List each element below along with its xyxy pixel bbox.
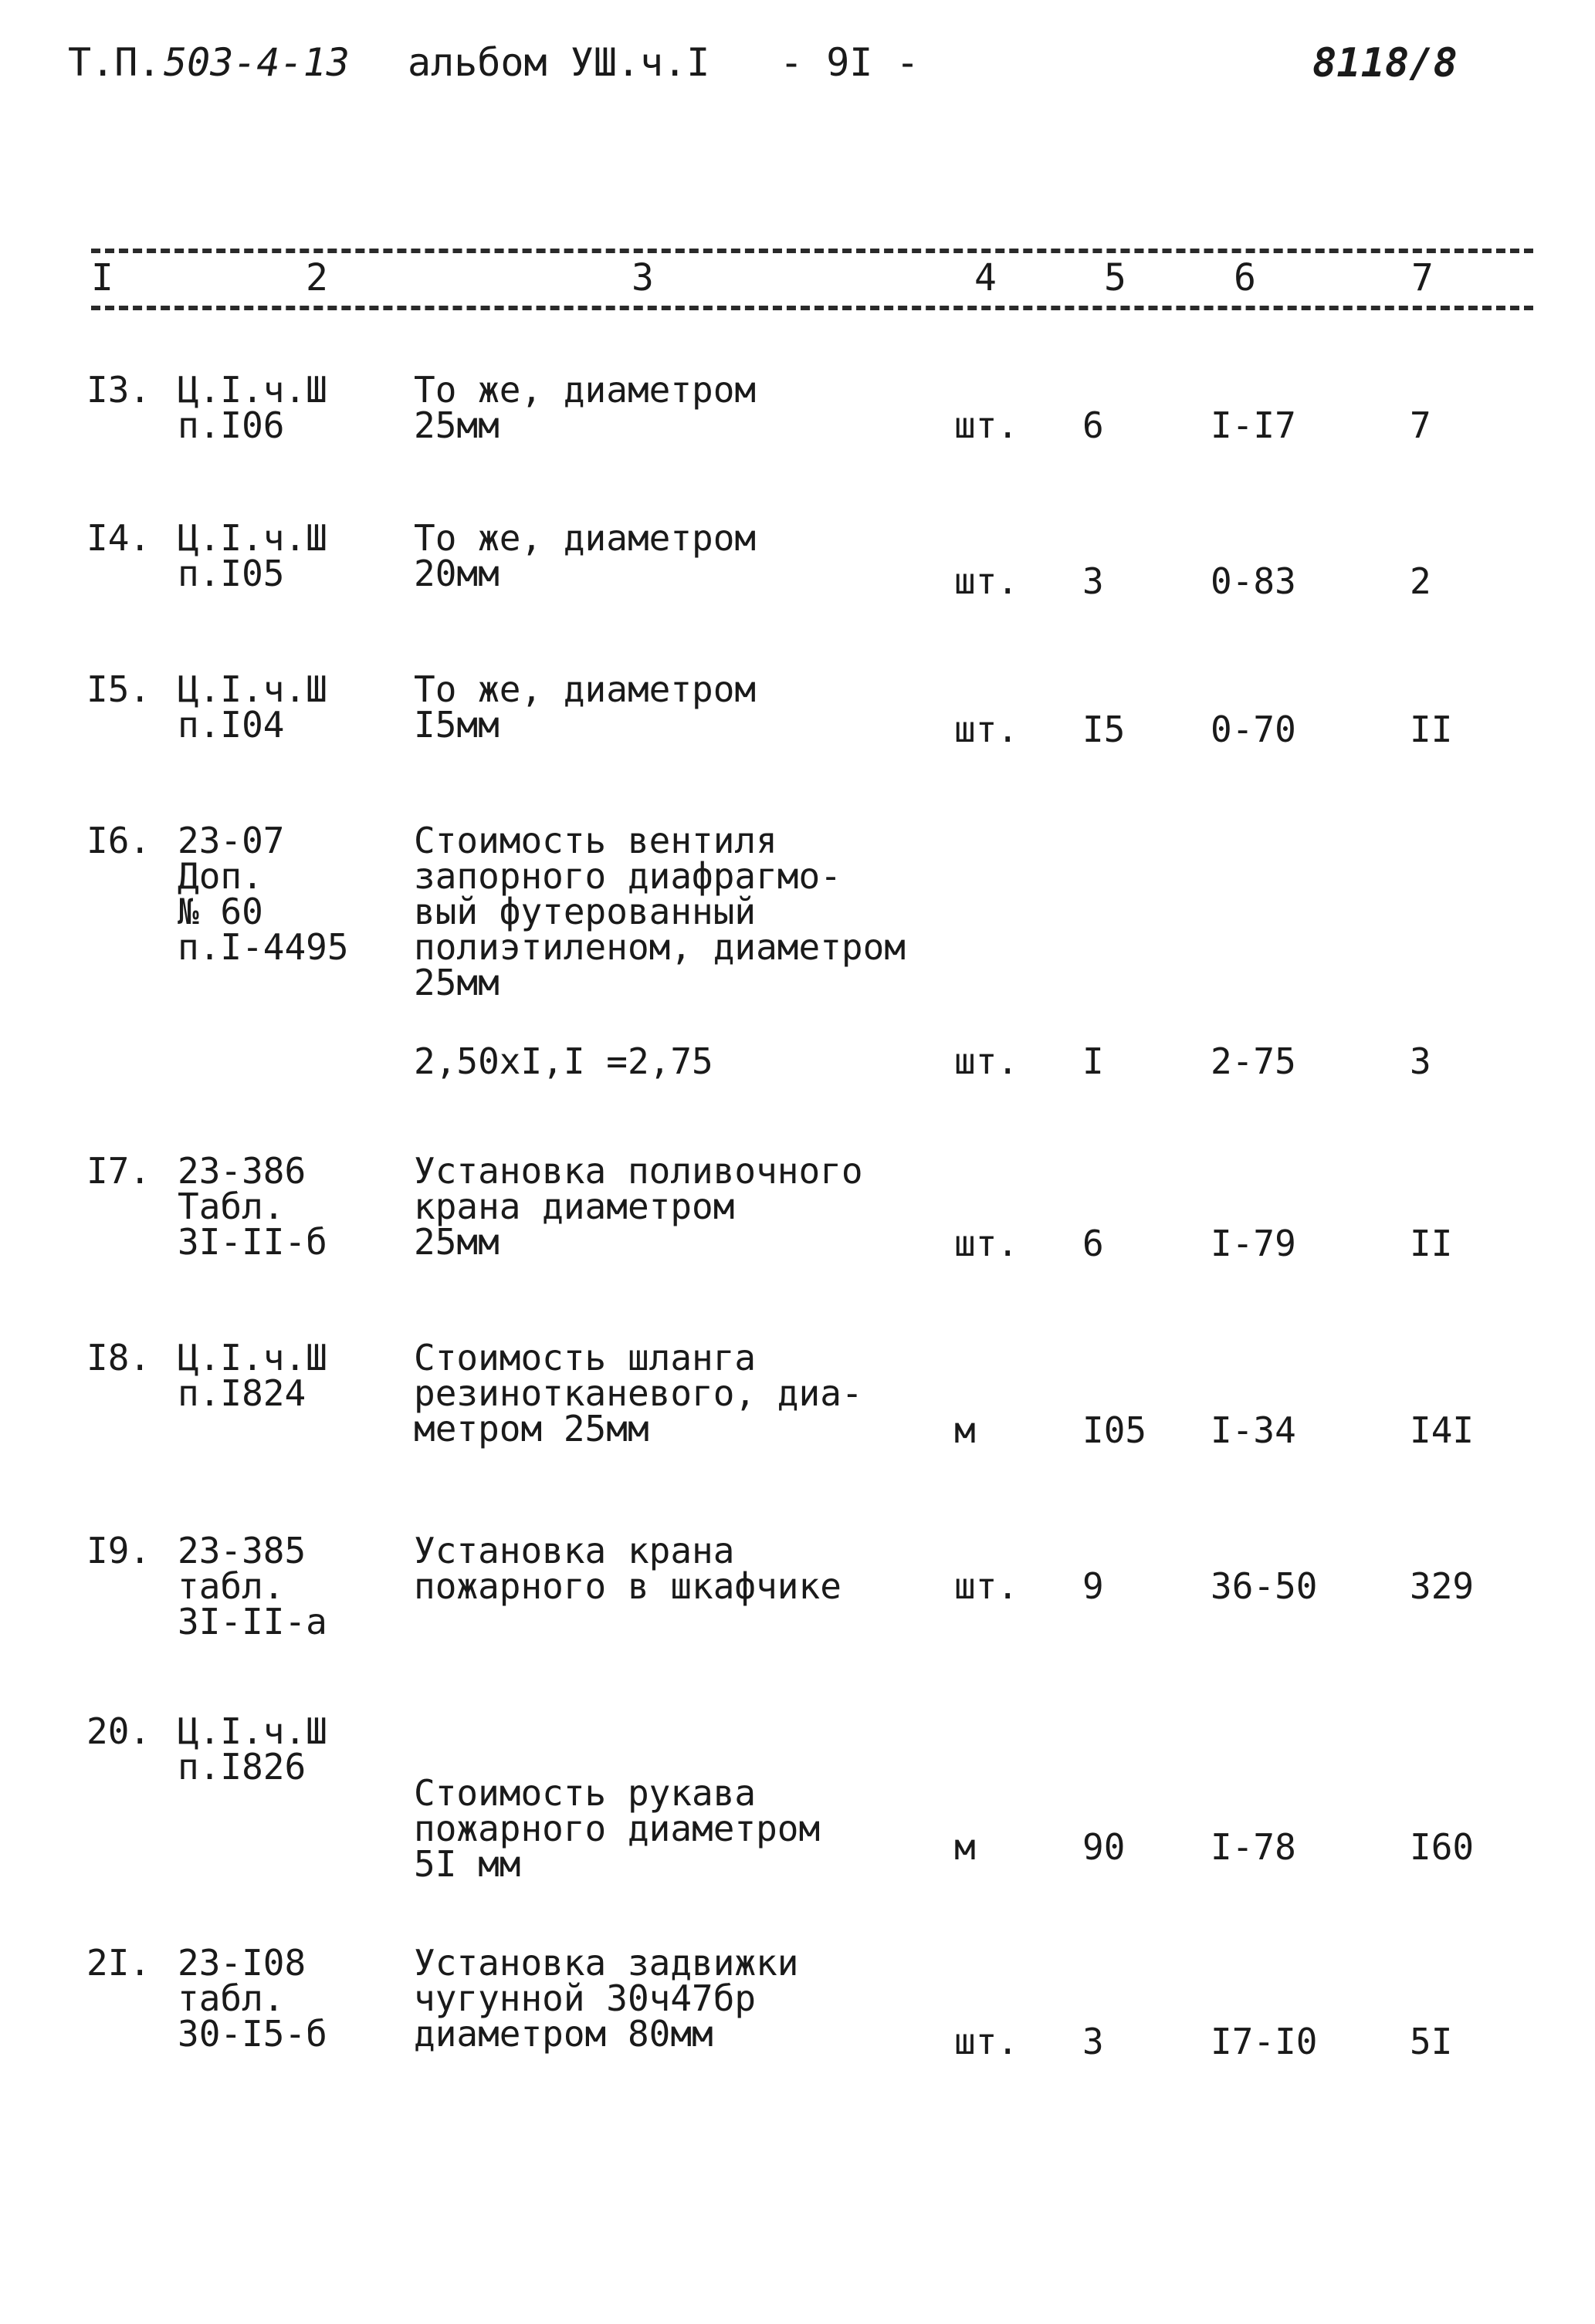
project-number: 503-4-13	[164, 40, 350, 85]
dashed-rule-bottom	[91, 306, 1533, 310]
row-unit-price: 36-50	[1211, 1565, 1318, 1607]
row-number: I4.	[86, 517, 151, 559]
row-unit: м	[954, 1409, 976, 1451]
row-unit-price: 2-75	[1211, 1040, 1296, 1082]
row-unit: шт.	[954, 1223, 1019, 1264]
row-reference: 23-07 Доп. № 60 п.I-4495	[178, 820, 349, 968]
row-description: То же, диаметром I5мм	[414, 668, 757, 746]
dashed-rule-top	[91, 249, 1533, 253]
row-reference: 23-386 Табл. 3I-II-б	[178, 1150, 327, 1263]
row-unit: шт.	[954, 1565, 1019, 1607]
row-reference: 23-I08 табл. 30-I5-б	[178, 1942, 327, 2055]
row-number: I8.	[86, 1337, 151, 1379]
column-header: 7	[1411, 256, 1434, 299]
row-unit-price: 0-83	[1211, 560, 1296, 602]
column-header: 4	[974, 256, 997, 299]
row-total: 7	[1410, 404, 1431, 446]
row-description: Стоимость рукава пожарного диаметром 5I мм	[414, 1772, 821, 1885]
row-total: 3	[1410, 1040, 1431, 1082]
row-reference: Ц.I.ч.Ш п.I826	[178, 1710, 327, 1788]
column-header: 3	[632, 256, 654, 299]
row-quantity: 6	[1082, 404, 1104, 446]
page-number: - 9I -	[780, 40, 919, 85]
row-quantity: I05	[1082, 1409, 1147, 1451]
row-reference: 23-385 табл. 3I-II-а	[178, 1530, 327, 1642]
row-unit: шт.	[954, 560, 1019, 602]
page-header	[0, 40, 1595, 94]
row-unit-price: I-I7	[1211, 404, 1296, 446]
row-reference: Ц.I.ч.Ш п.I06	[178, 369, 327, 446]
row-quantity: 9	[1082, 1565, 1104, 1607]
row-reference: Ц.I.ч.Ш п.I05	[178, 517, 327, 594]
row-total: 5I	[1410, 2021, 1453, 2062]
row-total: I4I	[1410, 1409, 1475, 1451]
column-header: 5	[1104, 256, 1126, 299]
album-label: альбом УШ.ч.I	[408, 40, 710, 85]
row-quantity: 3	[1082, 2021, 1104, 2062]
row-number: I7.	[86, 1150, 151, 1192]
row-total: II	[1410, 1223, 1453, 1264]
row-number: I3.	[86, 369, 151, 411]
column-header: I	[91, 256, 113, 299]
column-header: 6	[1234, 256, 1256, 299]
row-quantity: 6	[1082, 1223, 1104, 1264]
row-reference: Ц.I.ч.Ш п.I824	[178, 1337, 327, 1414]
row-total: 2	[1410, 560, 1431, 602]
row-quantity: I	[1082, 1040, 1104, 1082]
row-description: Установка крана пожарного в шкафчике	[414, 1530, 842, 1607]
row-unit: шт.	[954, 709, 1019, 750]
row-unit-price: I7-I0	[1211, 2021, 1318, 2062]
row-description: Стоимость шланга резинотканевого, диа- метром 25мм	[414, 1337, 863, 1450]
row-number: 2I.	[86, 1942, 151, 1984]
row-unit-price: 0-70	[1211, 709, 1296, 750]
row-unit: м	[954, 1826, 976, 1868]
row-description: Установка задвижки чугунной 30ч47бр диаметром 80мм	[414, 1942, 799, 2055]
header-prefix: Т.П.	[68, 40, 161, 85]
row-number: I9.	[86, 1530, 151, 1571]
row-description: Установка поливочного крана диаметром 25мм	[414, 1150, 863, 1263]
row-calculation: 2,50хI,I =2,75	[414, 1040, 713, 1082]
row-quantity: I5	[1082, 709, 1126, 750]
row-number: I5.	[86, 668, 151, 710]
row-description: Стоимость вентиля запорного диафрагмо- вый футерованный полиэтиленом, диаметром 25мм	[414, 820, 906, 1003]
document-code: 8118/8	[1312, 40, 1458, 86]
row-description: То же, диаметром 20мм	[414, 517, 757, 594]
row-number: 20.	[86, 1710, 151, 1752]
column-header-row	[0, 256, 1595, 306]
row-description: То же, диаметром 25мм	[414, 369, 757, 446]
column-header: 2	[306, 256, 328, 299]
row-unit: шт.	[954, 404, 1019, 446]
row-reference: Ц.I.ч.Ш п.I04	[178, 668, 327, 746]
row-unit-price: I-34	[1211, 1409, 1296, 1451]
row-quantity: 3	[1082, 560, 1104, 602]
row-total: 329	[1410, 1565, 1475, 1607]
row-number: I6.	[86, 820, 151, 861]
row-total: II	[1410, 709, 1453, 750]
row-total: I60	[1410, 1826, 1475, 1868]
row-quantity: 90	[1082, 1826, 1126, 1868]
row-unit: шт.	[954, 2021, 1019, 2062]
row-unit-price: I-78	[1211, 1826, 1296, 1868]
row-unit-price: I-79	[1211, 1223, 1296, 1264]
row-unit: шт.	[954, 1040, 1019, 1082]
